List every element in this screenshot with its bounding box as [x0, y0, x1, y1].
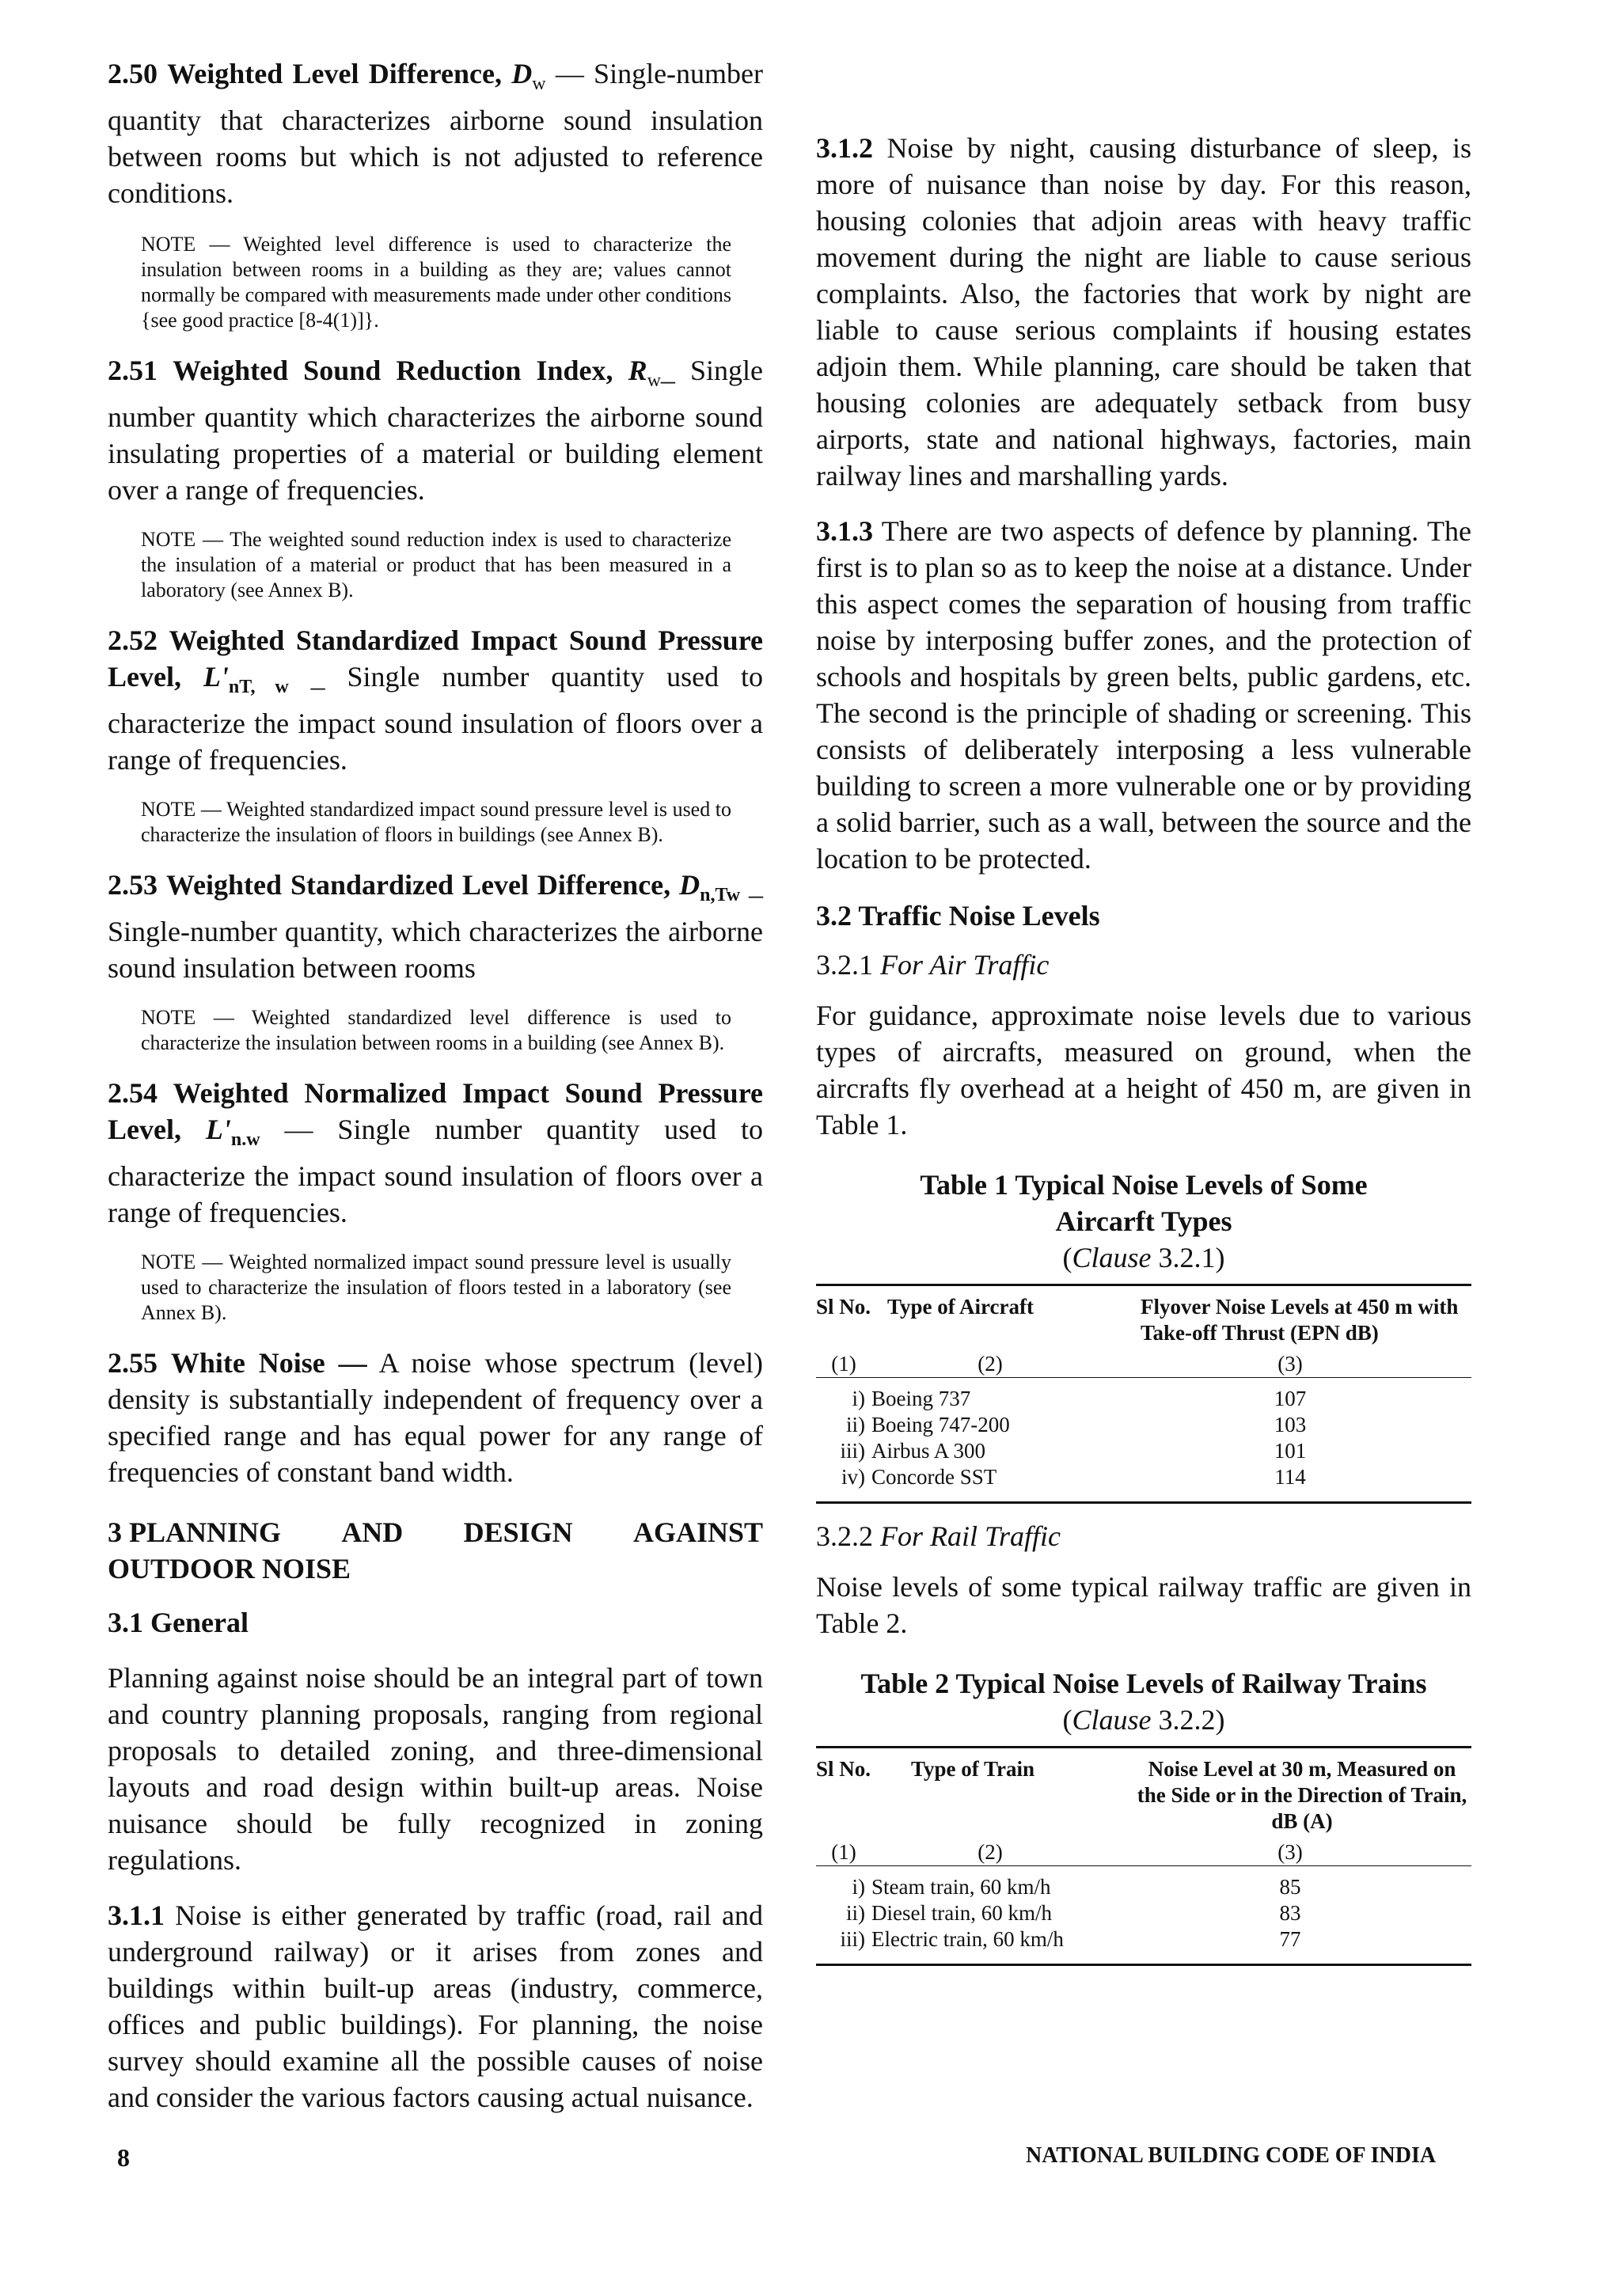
symbol: L'	[203, 661, 229, 693]
definition-text: _ Single-number quantity, which characterizes the airborne sound insulation between rooms	[108, 869, 764, 984]
definition-2-54	[108, 1075, 763, 1231]
train-type: Diesel train, 60 km/h	[871, 1901, 1052, 1925]
table-header-row	[816, 1294, 1471, 1346]
note: NOTE — Weighted standardized level difference is used to characterize the insulation between rooms in a building (see Annex B).	[141, 1006, 731, 1054]
clause-number: 2.53	[108, 869, 158, 901]
column-header: Type of Train	[911, 1757, 1035, 1781]
definition-text: _ Single number quantity which characterizes the airborne sound insulating properties of a material or building element over a range of frequencies.	[108, 355, 764, 506]
clause-word: Clause	[1072, 1704, 1152, 1736]
note: NOTE — Weighted standardized impact sound pressure level is used to characterize the insulation of floors in buildings (see Annex B).	[141, 798, 731, 846]
definition-text: — Single-number quantity that characterizes airborne sound insulation between rooms but which is not adjusted to reference conditions.	[108, 58, 764, 209]
clause-text: Noise is either generated by traffic (road, rail and underground railway) or it arises from zones and buildings within built-up areas (industry, commerce, offices and public buildings). For planning, the noise survey should examine all the possible causes of noise and consider the various factors causing actual nuisance.	[108, 1899, 763, 2113]
right-column	[816, 54, 1471, 1966]
aircraft-type: Concorde SST	[871, 1465, 997, 1489]
note: NOTE — Weighted level difference is used to characterize the insulation between rooms in a building as they are; values cannot normally be compared with measurements made under other conditions {see good practice [8-4(1)]}.	[141, 233, 731, 332]
table-title: Table 1 Typical Noise Levels of Some	[920, 1169, 1368, 1201]
table-header-row	[816, 1756, 1471, 1835]
aircraft-type: Boeing 737	[871, 1387, 971, 1410]
table-row	[816, 1412, 1471, 1438]
clause-ref: 3.2.2	[1158, 1704, 1216, 1736]
column-header: Type of Aircraft	[887, 1295, 1034, 1319]
column-header: Sl No.	[816, 1295, 871, 1319]
symbol-subscript: w	[532, 74, 546, 94]
noise-level: 103	[1274, 1413, 1307, 1436]
noise-level: 85	[1279, 1875, 1301, 1899]
left-column	[108, 54, 763, 2116]
aircraft-type: Airbus A 300	[871, 1439, 986, 1463]
clause-number: 3.1.1	[108, 1899, 165, 1931]
heading-word: AND	[341, 1516, 404, 1548]
heading-word: 3 PLANNING	[108, 1516, 282, 1548]
row-number: ii)	[846, 1901, 865, 1925]
row-number: i)	[852, 1875, 865, 1899]
section-3-2-heading: 3.2 Traffic Noise Levels	[816, 900, 1100, 932]
definition-2-55	[108, 1345, 763, 1490]
table-column-numbers	[816, 1346, 1471, 1378]
noise-level: 77	[1279, 1927, 1301, 1951]
section-3-2-2-heading	[816, 1518, 1471, 1554]
definition-text: — Single number quantity used to characterize the impact sound insulation of floors over a range of frequencies.	[108, 1114, 764, 1228]
table-rule	[816, 1378, 1471, 1387]
noise-level: 83	[1279, 1901, 1301, 1925]
clause-number: 3.1.2	[816, 132, 873, 164]
table-row	[816, 1386, 1471, 1412]
row-number: iv)	[841, 1465, 865, 1489]
table-2: Table 2 Typical Noise Levels of Railway Trains (Clause 3.2.2) Sl No. Type of Train Noise Level at 30 m, Measured on the Side or in the Direction of Train, dB (A) (1) (2) (3) i) Steam train, 60 km/h 85 ii) Diesel train, 60 km/h 83 iii) Electric train, 60 km/h 77	[816, 1665, 1471, 1966]
definition-text: _ Single number quantity used to characterize the impact sound insulation of floors over a range of frequencies.	[108, 661, 764, 776]
clause-text: There are two aspects of defence by planning. The first is to plan so as to keep the noise at a distance. Under this aspect comes the separation of housing from traffic noise by interposing buffer zones, and the protection of schools and hospitals by green belts, public gardens, etc. The second is the principle of shading or screening. This consists of deliberately interposing a less vulnerable building to screen a more vulnerable one or by providing a solid barrier, such as a wall, between the source and the location to be protected.	[816, 515, 1472, 875]
symbol-subscript: n,Tw	[700, 885, 741, 905]
column-number: (1)	[831, 1352, 856, 1376]
table-row	[816, 1438, 1471, 1464]
clause-ref: 3.2.1	[1158, 1242, 1216, 1273]
clause-number: 3.2.1	[816, 949, 873, 981]
definition-heading: Weighted Normalized Impact Sound Pressure Level,	[108, 1077, 764, 1145]
row-number: iii)	[840, 1927, 865, 1951]
train-type: Steam train, 60 km/h	[871, 1875, 1051, 1899]
clause-number: 2.54	[108, 1077, 158, 1109]
definition-2-52	[108, 622, 763, 778]
table-rule	[816, 1284, 1471, 1286]
table-rule	[816, 1490, 1471, 1503]
clause-number: 3.2.2	[816, 1520, 873, 1552]
table-title-line-2: Aircarft Types	[1055, 1205, 1232, 1237]
definition-2-53	[108, 867, 763, 986]
note: NOTE — The weighted sound reduction index is used to characterize the insulation of a material or product that has been measured in a laboratory (see Annex B).	[141, 528, 731, 602]
symbol: D	[511, 58, 533, 89]
table-row	[816, 1926, 1471, 1953]
note: NOTE — Weighted normalized impact sound pressure level is usually used to characterize the insulation of floors tested in a laboratory (see Annex B).	[141, 1250, 731, 1324]
definition-2-50	[108, 55, 763, 211]
definition-heading: Weighted Sound Reduction Index,	[173, 355, 613, 386]
column-header: Noise Level at 30 m, Measured on the Side or in the Direction of Train, dB (A)	[1137, 1757, 1467, 1833]
column-header: Sl No.	[816, 1757, 871, 1781]
symbol-subscript: n.w	[230, 1129, 260, 1150]
row-number: i)	[852, 1387, 865, 1410]
clause-title: For Air Traffic	[880, 949, 1050, 981]
clause-number: 3.1.3	[816, 515, 873, 547]
page-number: 8	[117, 2143, 130, 2172]
table-title: Table 2 Typical Noise Levels of Railway Trains	[860, 1668, 1427, 1699]
definition-heading: Weighted Level Difference,	[167, 58, 502, 89]
section-3-1-heading: 3.1 General	[108, 1607, 249, 1638]
clause-word: Clause	[1072, 1242, 1152, 1273]
section-3-1-text: Planning against noise should be an integral part of town and country planning proposals, ranging from regional proposals to detailed zoning, and three-dimensional layouts and road design within built-up areas. Noise nuisance should be fully recognized in zoning regulations.	[108, 1662, 763, 1876]
definition-heading: White Noise —	[170, 1347, 367, 1379]
row-number: ii)	[846, 1413, 865, 1436]
table-row	[816, 1874, 1471, 1900]
column-number: (1)	[831, 1840, 856, 1864]
noise-level: 114	[1274, 1465, 1306, 1489]
table-1-grid	[816, 1294, 1471, 1504]
row-number: iii)	[840, 1439, 865, 1463]
table-row	[816, 1464, 1471, 1490]
column-number: (3)	[1277, 1352, 1303, 1376]
table-rule	[816, 1746, 1471, 1748]
footer-title: NATIONAL BUILDING CODE OF INDIA	[1026, 2143, 1437, 2168]
section-3-2-1-heading	[816, 947, 1471, 983]
table-2-grid	[816, 1756, 1471, 1966]
symbol-subscript: nT, w	[228, 677, 289, 697]
column-number: (3)	[1277, 1840, 1303, 1864]
train-type: Electric train, 60 km/h	[871, 1927, 1064, 1951]
section-3-2-1-text: For guidance, approximate noise levels due to various types of aircrafts, measured on ground, when the aircrafts fly overhead at a height of 450 m, are given in Table 1.	[816, 1000, 1471, 1140]
clause-text: Noise by night, causing disturbance of sleep, is more of nuisance than noise by day. For this reason, housing colonies that adjoin areas with heavy traffic movement during the night are liable to cause serious complaints. Also, the factories that work by night are liable to cause serious complaints if housing estates adjoin them. While planning, care should be taken that housing colonies are adequately setback from busy airports, state and national highways, factories, main railway lines and marshalling yards.	[816, 132, 1471, 491]
symbol-subscript: w	[647, 370, 661, 391]
symbol: L'	[205, 1114, 231, 1145]
symbol: D	[679, 869, 700, 901]
section-3-heading	[108, 1514, 763, 1587]
clause-title: For Rail Traffic	[880, 1520, 1061, 1552]
noise-level: 101	[1274, 1439, 1307, 1463]
definition-heading: Weighted Standardized Impact Sound Pressure Level,	[108, 624, 763, 693]
heading-line-2: OUTDOOR NOISE	[108, 1553, 351, 1584]
definition-heading: Weighted Standardized Level Difference,	[165, 869, 671, 901]
clause-number: 2.51	[108, 355, 158, 386]
table-rule	[816, 1953, 1471, 1965]
clause-number: 2.55	[108, 1347, 158, 1379]
section-3-1-1	[108, 1897, 763, 2116]
aircraft-type: Boeing 747-200	[871, 1413, 1010, 1436]
heading-word: AGAINST	[632, 1516, 763, 1548]
definition-2-51	[108, 352, 763, 508]
table-column-numbers	[816, 1835, 1471, 1866]
column-number: (2)	[978, 1352, 1003, 1376]
column-number: (2)	[978, 1840, 1003, 1864]
noise-level: 107	[1274, 1387, 1307, 1410]
section-3-1-3	[816, 513, 1471, 877]
table-row	[816, 1900, 1471, 1926]
section-3-1-2	[816, 130, 1471, 494]
symbol: R	[628, 355, 647, 386]
table-rule	[816, 1866, 1471, 1875]
clause-number: 2.52	[108, 624, 158, 656]
definition-text: A noise whose spectrum (level) density is substantially independent of frequency over a specified range and has equal power for any range of frequencies of constant band width.	[108, 1347, 764, 1488]
section-3-2-2-text: Noise levels of some typical railway traffic are given in Table 2.	[816, 1571, 1471, 1639]
clause-number: 2.50	[108, 58, 158, 89]
table-1: Table 1 Typical Noise Levels of Some Aircarft Types (Clause 3.2.1) Sl No. Type of Aircraft Flyover Noise Levels at 450 m with Take-off Thrust (EPN dB) (1) (2) (3) i) Boeing 737 107 ii) Boeing 747-200 103 iii) Airbus A 300 101 iv) Concorde SST 114	[816, 1167, 1471, 1504]
heading-word: DESIGN	[463, 1516, 573, 1548]
column-header: Flyover Noise Levels at 450 m with Take-off Thrust (EPN dB)	[1141, 1295, 1459, 1345]
